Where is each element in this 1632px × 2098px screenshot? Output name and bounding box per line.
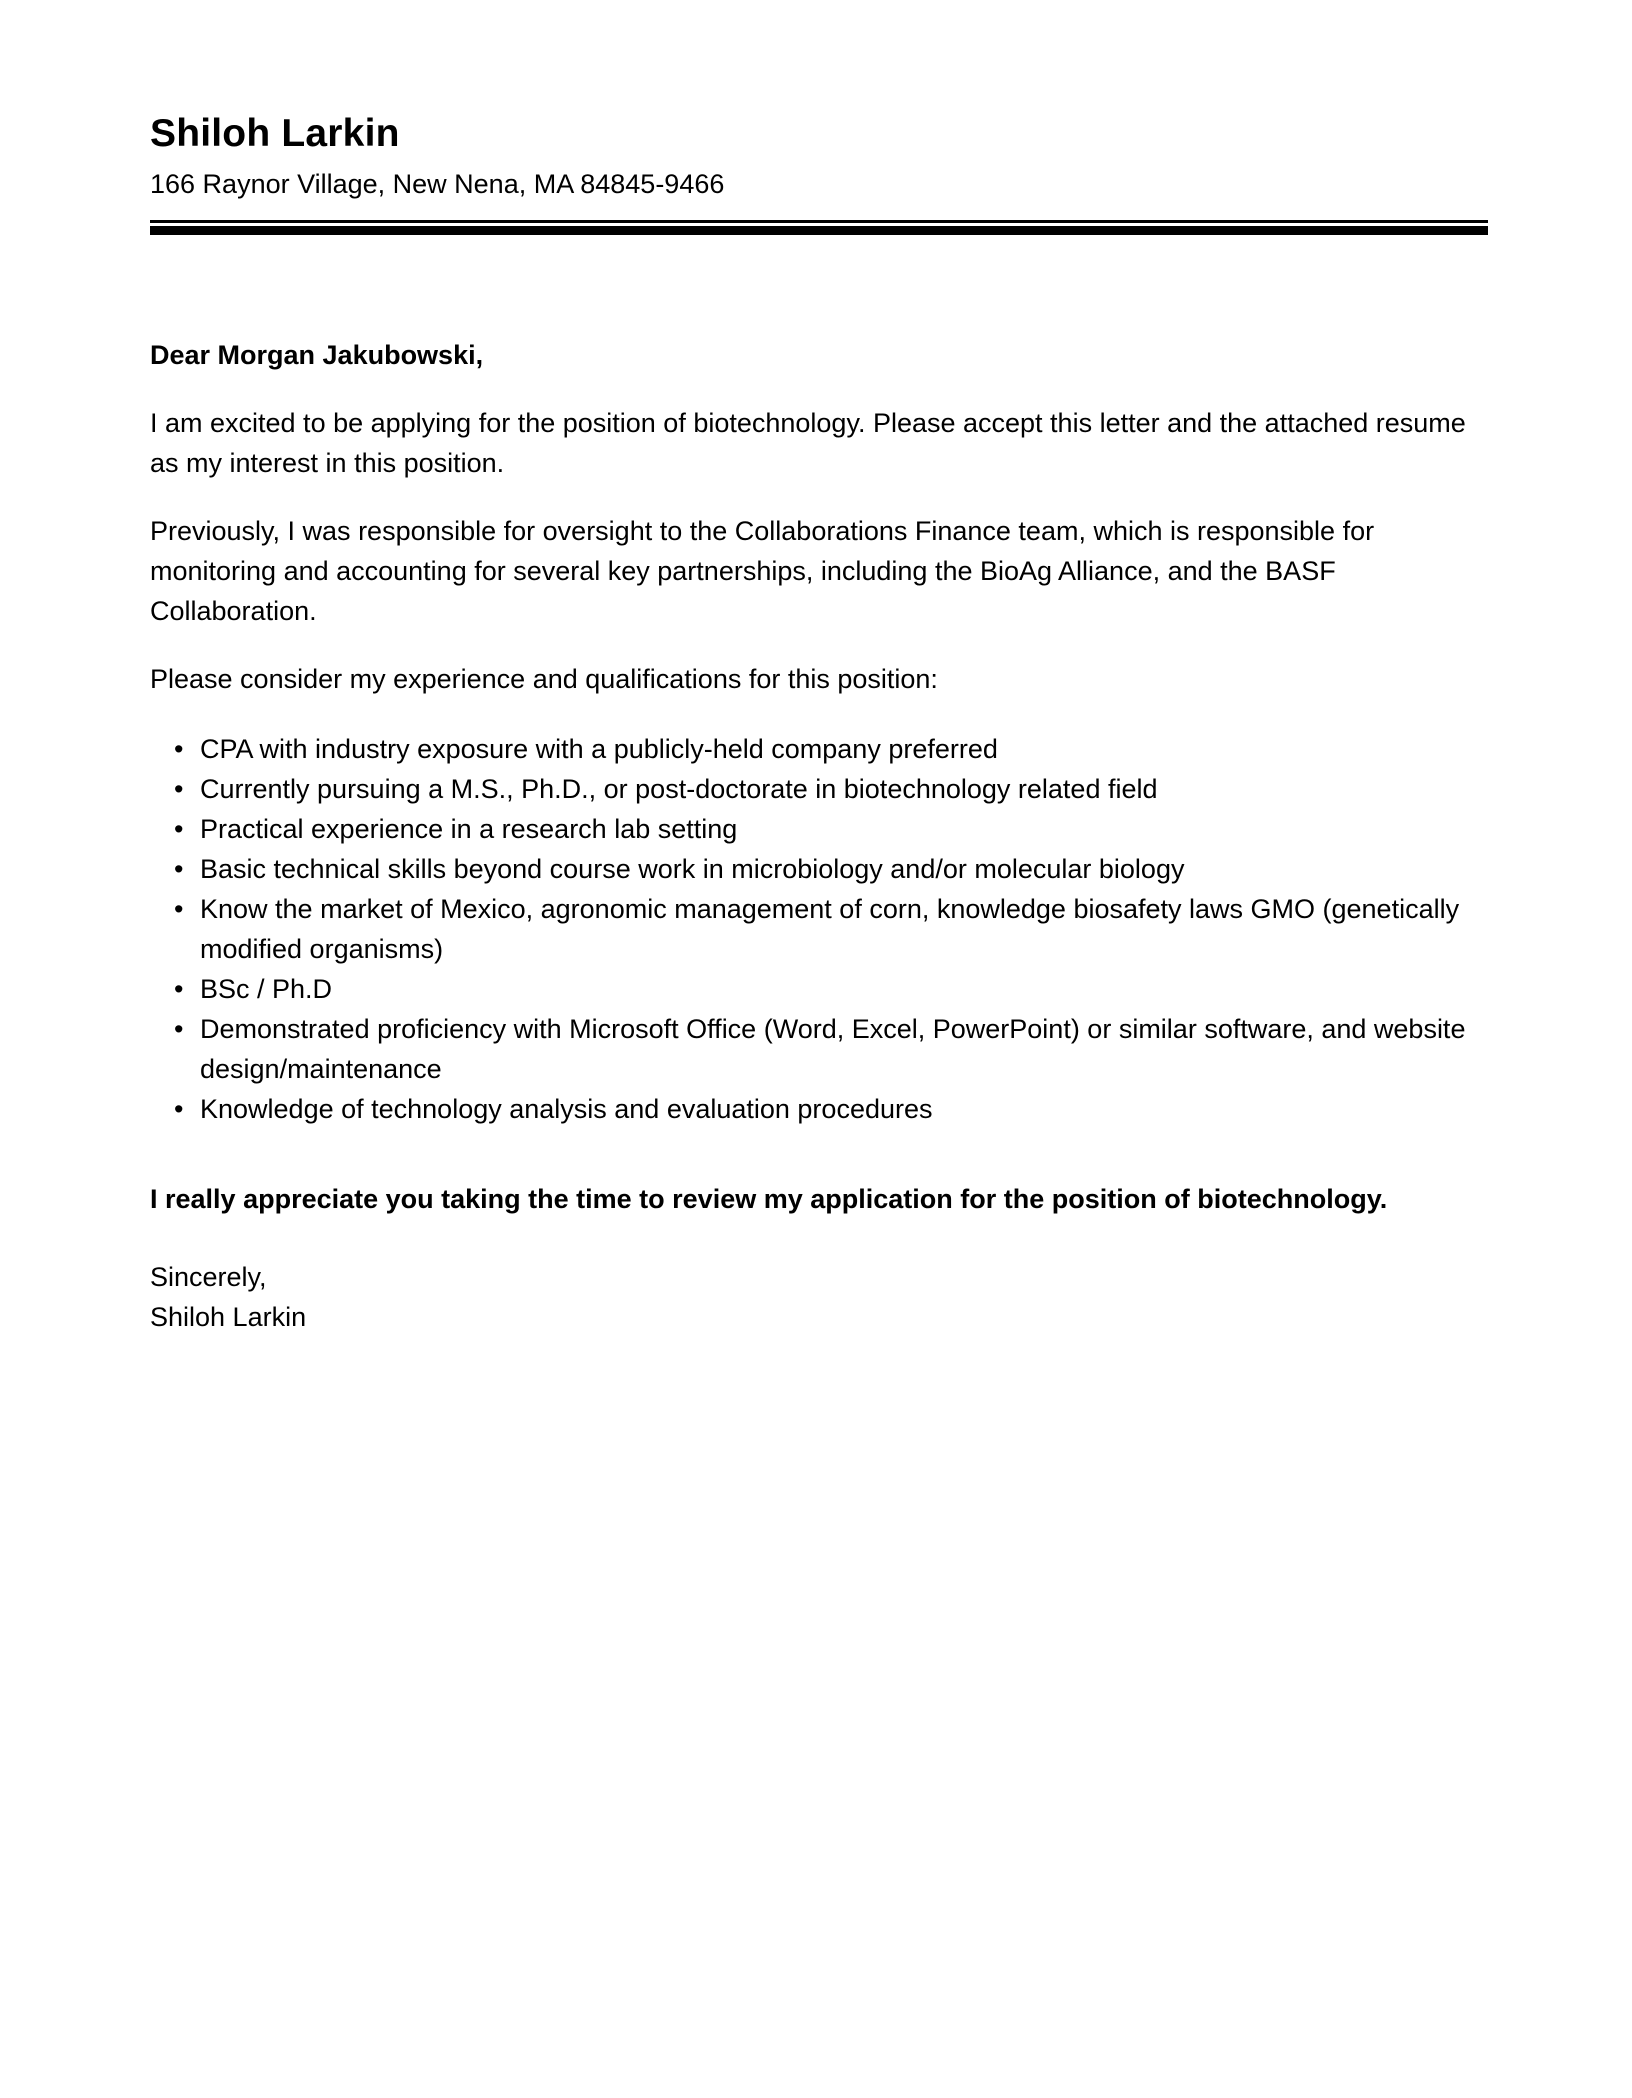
qualification-item: • Currently pursuing a M.S., Ph.D., or post-doctorate in biotechnology related field: [174, 769, 1488, 809]
divider-thick-line: [150, 226, 1488, 235]
divider-thin-line: [150, 220, 1488, 223]
header-divider: [150, 220, 1488, 235]
qualification-item: • Knowledge of technology analysis and evaluation procedures: [174, 1089, 1488, 1129]
salutation: Dear Morgan Jakubowski,: [150, 339, 484, 370]
letter-body: [150, 335, 1488, 1337]
qualification-item: • BSc / Ph.D: [174, 969, 1488, 1009]
letter-header: [150, 112, 1488, 235]
signoff-block: [150, 1257, 1488, 1337]
experience-paragraph: Previously, I was responsible for oversight to the Collaborations Finance team, which is responsible for monitoring and accounting for several key partnerships, including the BioAg Alliance, and the BASF Collaboration.: [150, 515, 1375, 626]
intro-paragraph: I am excited to be applying for the position of biotechnology. Please accept this letter and the attached resume as my interest in this position.: [150, 407, 1466, 478]
sender-name: Shiloh Larkin: [150, 112, 400, 155]
qualifications-lead-in: Please consider my experience and qualifications for this position:: [150, 663, 938, 694]
qualification-item: • Know the market of Mexico, agronomic management of corn, knowledge biosafety laws GMO (genetically modified organisms): [174, 889, 1488, 969]
signoff: Sincerely,: [150, 1261, 267, 1292]
qualification-item: • Practical experience in a research lab setting: [174, 809, 1488, 849]
qualification-item: • Demonstrated proficiency with Microsoft Office (Word, Excel, PowerPoint) or similar software, and website design/maintenance: [174, 1009, 1488, 1089]
qualifications-list: [150, 729, 1488, 1129]
qualification-item: • CPA with industry exposure with a publicly-held company preferred: [174, 729, 1488, 769]
signature-name: Shiloh Larkin: [150, 1301, 307, 1332]
sender-address: 166 Raynor Village, New Nena, MA 84845-9466: [150, 168, 725, 199]
closing-statement: I really appreciate you taking the time to review my application for the position of biotechnology.: [150, 1183, 1388, 1214]
qualification-item: • Basic technical skills beyond course work in microbiology and/or molecular biology: [174, 849, 1488, 889]
